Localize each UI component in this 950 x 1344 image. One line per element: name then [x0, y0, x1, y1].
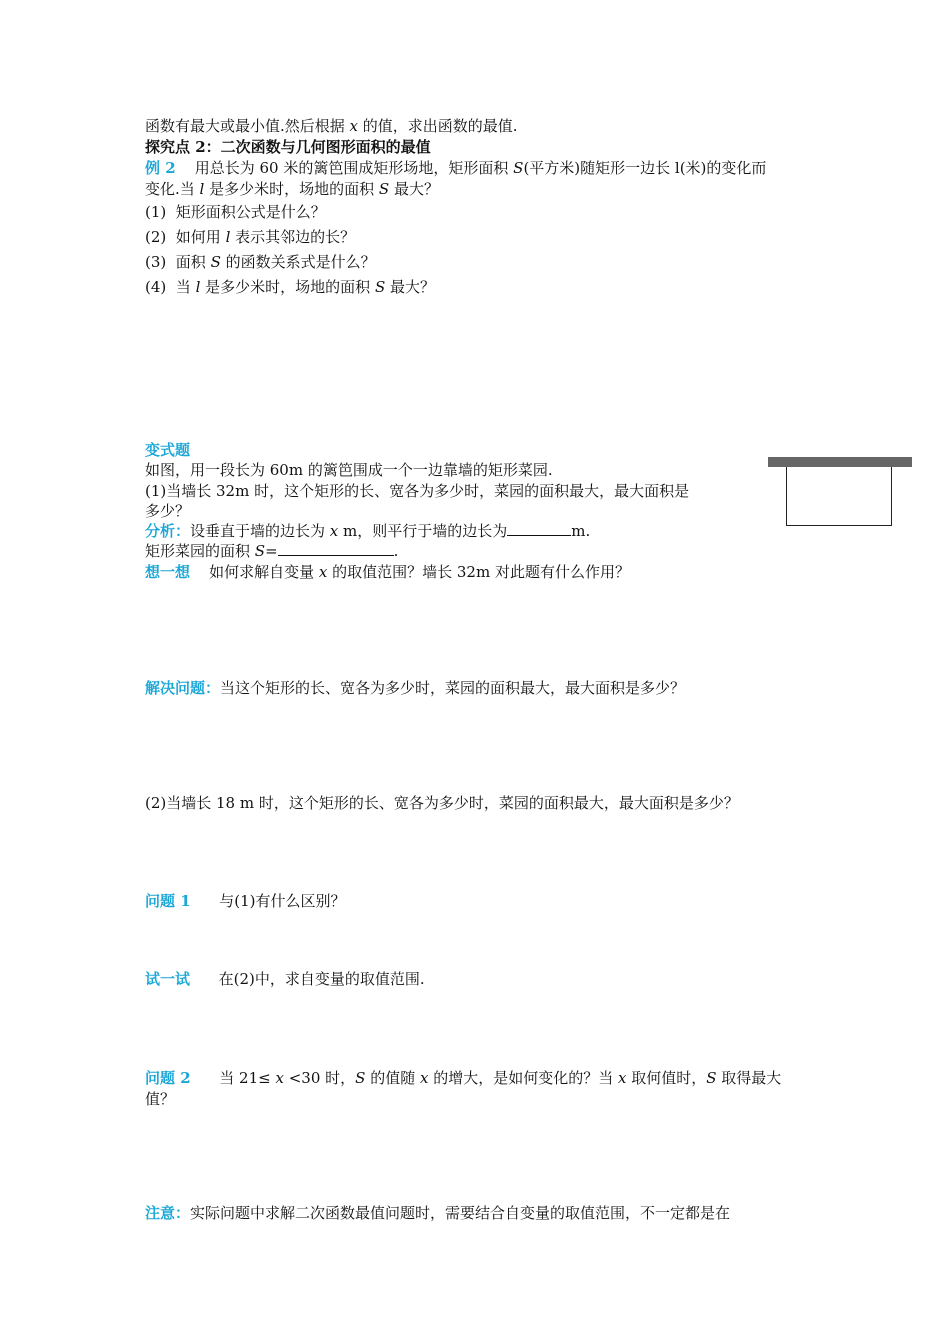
- think-line: [145, 562, 630, 582]
- think-text: 的取值范围？墙长 32m 对此题有什么作用？: [327, 563, 630, 581]
- variant-label: 变式题: [145, 441, 191, 459]
- wall-diagram: [768, 457, 912, 467]
- question-number: (3): [145, 253, 167, 271]
- var-S: S: [513, 159, 524, 177]
- problem2-text: 取得最大: [716, 1069, 782, 1087]
- area-text: =: [265, 542, 278, 560]
- question-text: 是多少米时，场地的面积: [200, 278, 375, 296]
- solve-line: [145, 678, 685, 698]
- var-S: S: [374, 278, 386, 296]
- question-text: 最大？: [385, 278, 435, 296]
- try-line: [145, 969, 425, 989]
- example2-text: 用总长为 60 米的篱笆围成矩形场地，矩形面积: [194, 159, 514, 177]
- variant-desc: 如图，用一段长为 60m 的篱笆围成一个一边靠墙的矩形菜园.: [145, 461, 553, 479]
- intro-text: 函数有最大或最小值.然后根据: [145, 117, 350, 135]
- question2-line: (2)当墙长 18 m 时，这个矩形的长、宽各为多少时，菜园的面积最大，最大面积是多少？: [145, 794, 739, 812]
- question-text: 当: [175, 278, 196, 296]
- analysis-text: m，则平行于墙的边长为: [338, 522, 508, 540]
- var-x: x: [275, 1069, 284, 1087]
- think-label: 想一想: [145, 563, 191, 581]
- problem2-line1: [145, 1068, 781, 1088]
- question-number: (2): [145, 228, 167, 246]
- intro-line: [145, 116, 518, 136]
- solve-text: 当这个矩形的长、宽各为多少时，菜园的面积最大，最大面积是多少？: [220, 679, 686, 697]
- example2-line2: [145, 179, 439, 199]
- question-number: (4): [145, 278, 167, 296]
- section-title: 探究点 2：二次函数与几何图形面积的最值: [145, 138, 431, 156]
- example2-text: 变化.当: [145, 180, 200, 198]
- problem1-text: 与(1)有什么区别？: [219, 892, 346, 910]
- question-text: 矩形面积公式是什么？: [175, 203, 326, 221]
- example2-text: (平方米)随矩形一边长 l(米)的变化而: [523, 159, 767, 177]
- problem2-text: 的增大，是如何变化的？当: [428, 1069, 618, 1087]
- variant-q1-line2: 多少？: [145, 502, 191, 520]
- question-3: [145, 252, 376, 272]
- note-label: 注意：: [145, 1204, 191, 1222]
- question-1: [145, 202, 326, 222]
- question-number: (1): [145, 203, 167, 221]
- intro-text: 的值，求出函数的最值.: [358, 117, 518, 135]
- var-S: S: [210, 253, 221, 271]
- problem2-text: 取何值时，: [626, 1069, 707, 1087]
- problem2-text: 的值随: [365, 1069, 420, 1087]
- var-x: x: [419, 1069, 429, 1087]
- think-text: 如何求解自变量: [209, 563, 319, 581]
- try-label: 试一试: [145, 970, 191, 988]
- problem2-line2: 值？: [145, 1090, 176, 1108]
- var-l: l: [199, 180, 205, 198]
- var-l: l: [195, 278, 201, 296]
- problem1-line: [145, 891, 346, 911]
- analysis-text: m.: [571, 522, 591, 540]
- problem2-text: 当 21≤: [219, 1069, 276, 1087]
- var-x: x: [318, 563, 328, 581]
- question-4: [145, 277, 435, 297]
- try-text: 在(2)中，求自变量的取值范围.: [218, 970, 425, 988]
- example2-text: 最大？: [389, 180, 439, 198]
- var-x: x: [329, 522, 339, 540]
- var-l: l: [225, 228, 231, 246]
- question-text: 面积: [175, 253, 211, 271]
- area-line: [145, 541, 398, 561]
- analysis-line: [145, 521, 590, 541]
- analysis-label: 分析：: [145, 522, 191, 540]
- question-text: 的函数关系式是什么？: [220, 253, 376, 271]
- question-2: [145, 227, 355, 247]
- question-text: 表示其邻边的长？: [230, 228, 356, 246]
- var-S: S: [254, 542, 266, 560]
- note-line: [145, 1203, 730, 1223]
- var-x: x: [618, 1069, 627, 1087]
- answer-blank[interactable]: [507, 521, 571, 536]
- problem2-text: <30 时，: [283, 1069, 356, 1087]
- problem2-label: 问题 2: [145, 1069, 191, 1087]
- area-text: .: [393, 542, 399, 560]
- problem1-label: 问题 1: [145, 892, 191, 910]
- var-S: S: [355, 1069, 366, 1087]
- example2-text: 是多少米时，场地的面积: [204, 180, 379, 198]
- example2-label: 例 2: [145, 159, 176, 177]
- analysis-text: 设垂直于墙的边长为: [190, 522, 330, 540]
- var-S: S: [706, 1069, 717, 1087]
- var-x: x: [349, 117, 359, 135]
- garden-rectangle-diagram: [786, 467, 892, 526]
- area-text: 矩形菜园的面积: [145, 542, 255, 560]
- note-text: 实际问题中求解二次函数最值问题时，需要结合自变量的取值范围，不一定都是在: [190, 1204, 731, 1222]
- variant-q1-line1: (1)当墙长 32m 时，这个矩形的长、宽各为多少时，菜园的面积最大，最大面积是: [145, 482, 690, 500]
- question-text: 如何用: [175, 228, 226, 246]
- answer-blank[interactable]: [278, 541, 394, 556]
- solve-label: 解决问题：: [145, 679, 221, 697]
- example2-line1: [145, 158, 766, 178]
- var-S: S: [378, 180, 390, 198]
